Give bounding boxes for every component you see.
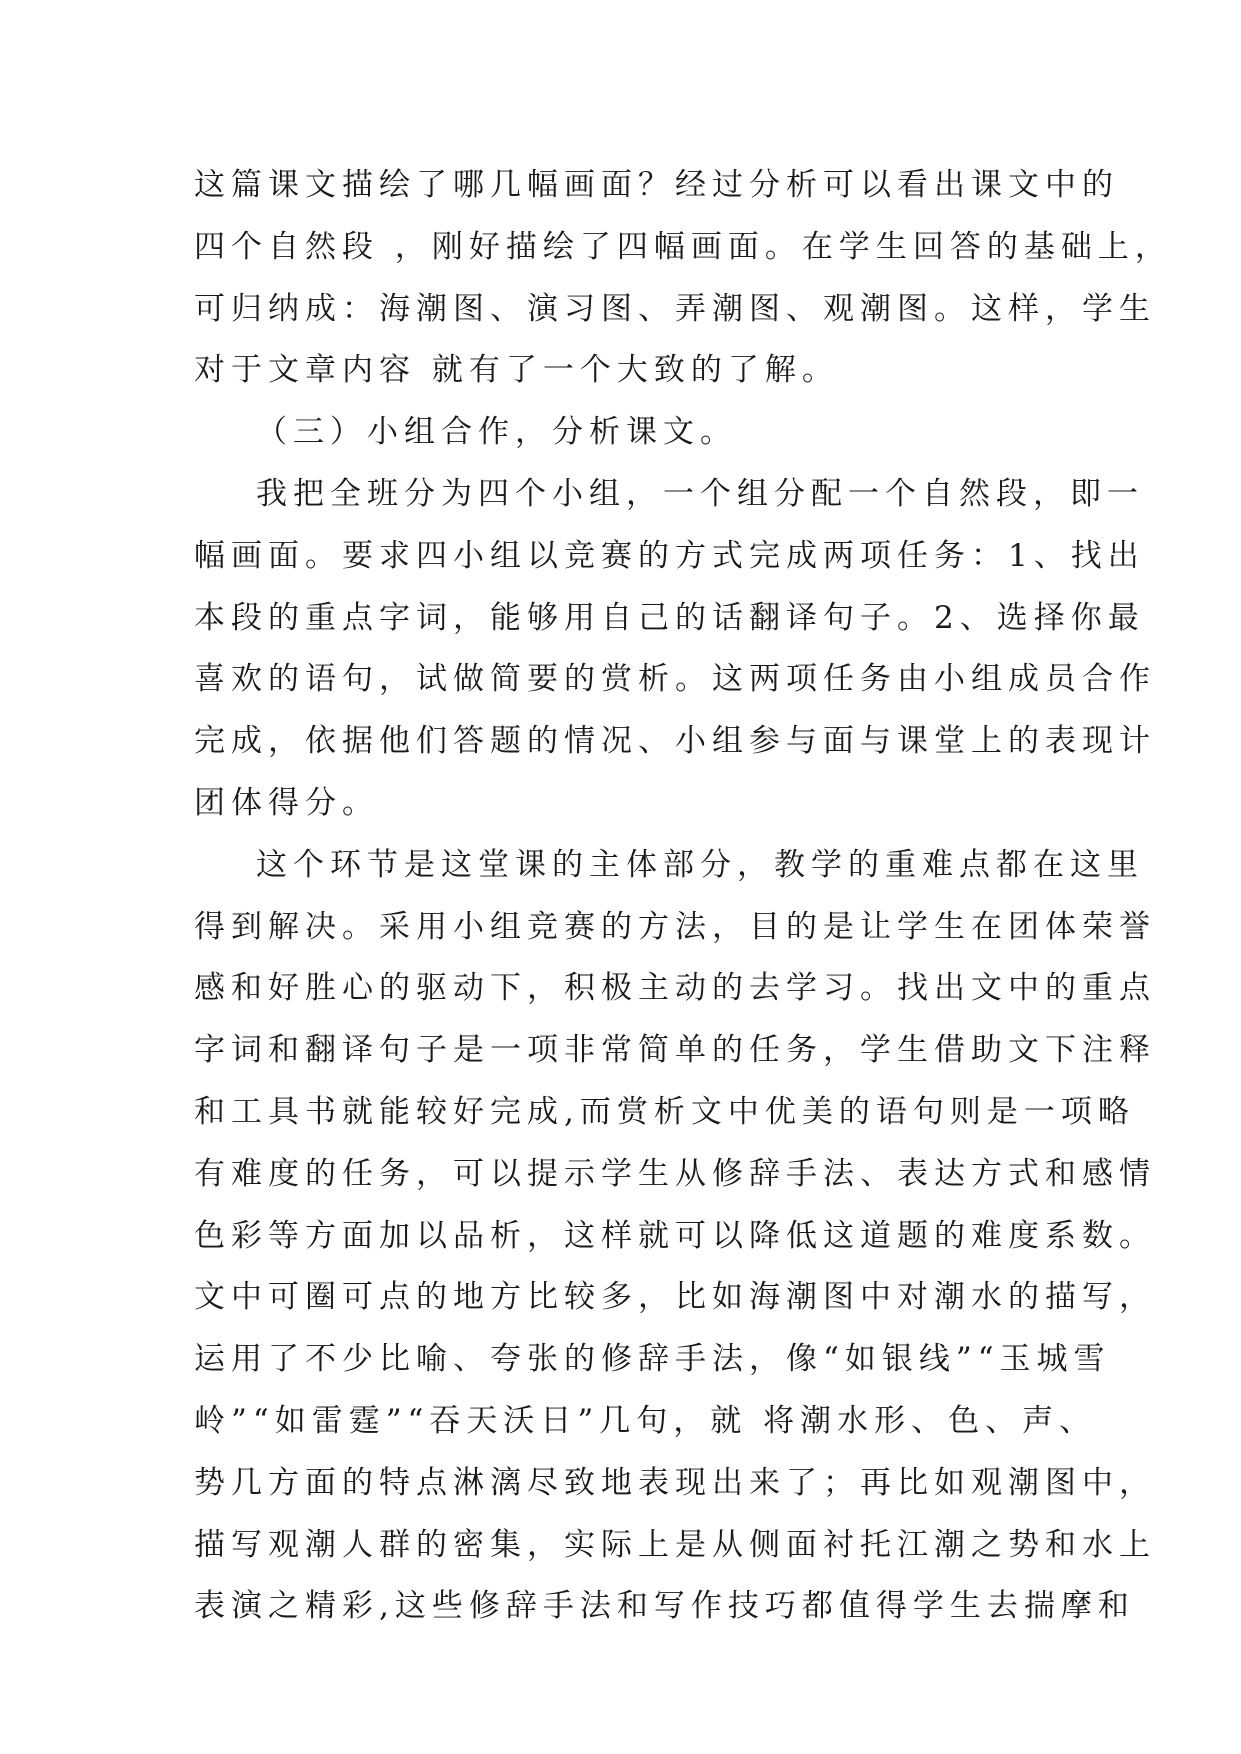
text-line: 色彩等方面加以品析，这样就可以降低这道题的难度系数。 bbox=[194, 1217, 1156, 1254]
text-line: 得到解决。采用小组竞赛的方法，目的是让学生在团体荣誉 bbox=[194, 908, 1156, 945]
text-line: 文中可圈可点的地方比较多，比如海潮图中对潮水的描写， bbox=[194, 1279, 1156, 1316]
text-line: 岭”“如雷霆”“吞天沃日”几句，就 将潮水形、色、声、 bbox=[194, 1402, 1097, 1439]
text-line: 四个自然段 ，刚好描绘了四幅画面。在学生回答的基础上， bbox=[194, 228, 1172, 265]
text-line: 描写观潮人群的密集，实际上是从侧面衬托江潮之势和水上 bbox=[194, 1526, 1156, 1563]
text-line: 势几方面的特点淋漓尽致地表现出来了；再比如观潮图中， bbox=[194, 1464, 1156, 1501]
text-line: 本段的重点字词，能够用自己的话翻译句子。2、选择你最 bbox=[194, 599, 1145, 636]
body-text bbox=[194, 155, 1172, 1638]
text-line: 喜欢的语句，试做简要的赏析。这两项任务由小组成员合作 bbox=[194, 661, 1156, 698]
text-line: 这篇课文描绘了哪几幅画面？经过分析可以看出课文中的 bbox=[194, 167, 1119, 203]
text-line: 字词和翻译句子是一项非常简单的任务，学生借助文下注释 bbox=[194, 1032, 1156, 1069]
text-line: 团体得分。 bbox=[194, 784, 379, 821]
text-line: 我把全班分为四个小组，一个组分配一个自然段，即一 bbox=[256, 475, 1144, 512]
text-line: 有难度的任务，可以提示学生从修辞手法、表达方式和感情 bbox=[194, 1155, 1156, 1192]
text-line: 和工具书就能较好完成,而赏析文中优美的语句则是一项略 bbox=[194, 1093, 1135, 1130]
text-line: 幅画面。要求四小组以竞赛的方式完成两项任务：1、找出 bbox=[194, 537, 1145, 574]
text-line: 运用了不少比喻、夸张的修辞手法，像“如银线”“玉城雪 bbox=[194, 1341, 1111, 1378]
text-line: 这个环节是这堂课的主体部分，教学的重难点都在这里 bbox=[256, 846, 1144, 883]
text-line: 完成，依据他们答题的情况、小组参与面与课堂上的表现计 bbox=[194, 723, 1156, 760]
text-line: 感和好胜心的驱动下，积极主动的去学习。找出文中的重点 bbox=[194, 970, 1156, 1007]
section-heading: （三）小组合作，分析课文。 bbox=[256, 414, 737, 451]
text-line: 对于文章内容 就有了一个大致的了解。 bbox=[194, 352, 839, 389]
text-line: 可归纳成：海潮图、演习图、弄潮图、观潮图。这样，学生 bbox=[194, 290, 1156, 327]
text-line: 表演之精彩,这些修辞手法和写作技巧都值得学生去揣摩和 bbox=[194, 1588, 1135, 1625]
